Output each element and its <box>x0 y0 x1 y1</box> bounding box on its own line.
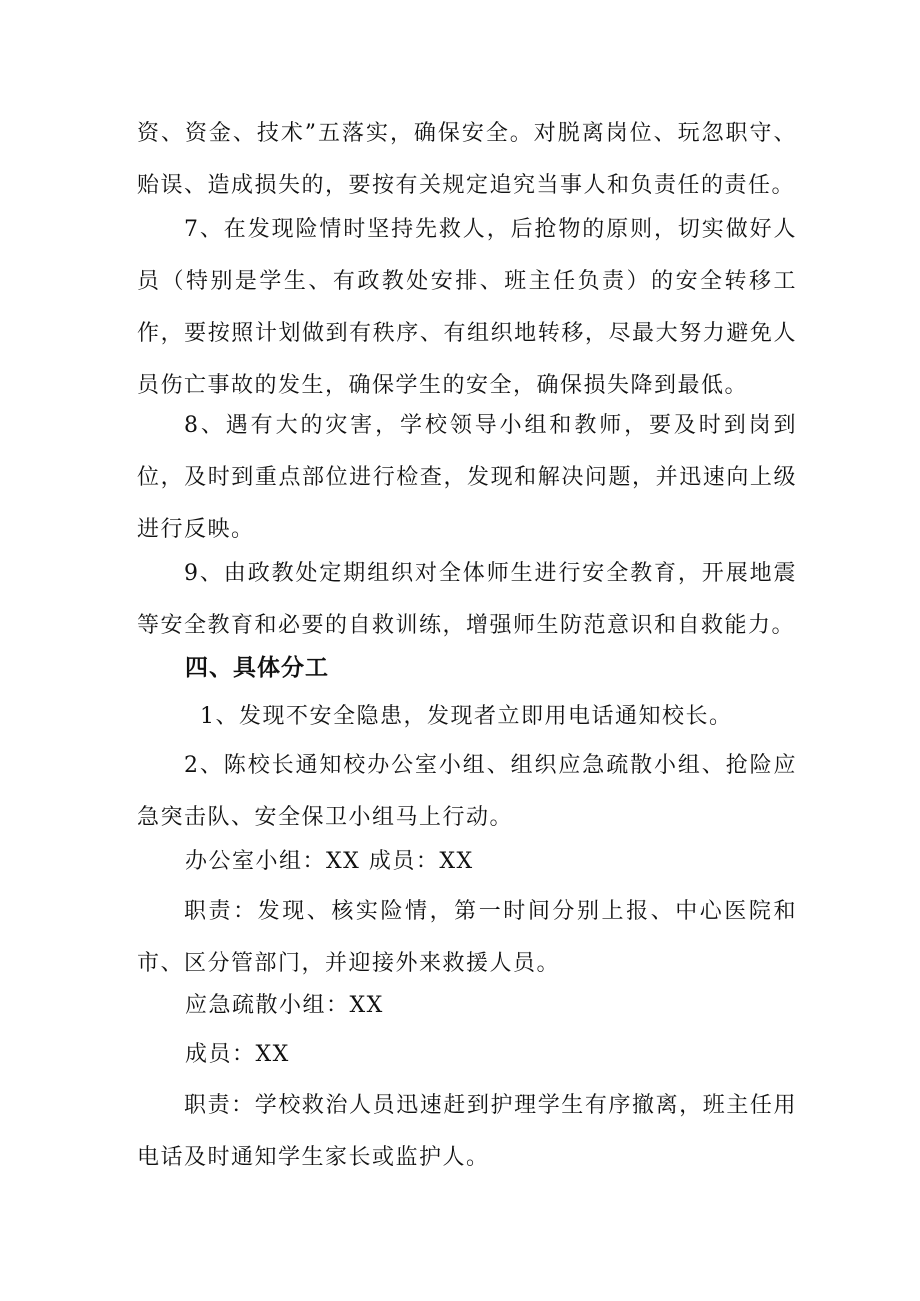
office-duty-paragraph: 职责：发现、核实险情，第一时间分别上报、中心医院和市、区分管部门，并迎接外来救援人员。 <box>137 899 797 976</box>
list-item-1: 1、发现不安全隐患，发现者立即用电话通知校长。 <box>200 704 733 729</box>
paragraph-item-9: 9、由政教处定期组织对全体师生进行安全教育，开展地震等安全教育和必要的自救训练，增强师生防范意识和自救能力。 <box>137 561 797 638</box>
paragraph-continuation: 资、资金、技术”五落实，确保安全。对脱离岗位、玩忽职守、贻误、造成损失的，要按有关规定追究当事人和负责任的责任。 <box>137 121 797 198</box>
evacuation-duty-paragraph: 职责：学校救治人员迅速赶到护理学生有序撤离，班主任用电话及时通知学生家长或监护人。 <box>137 1093 797 1170</box>
evacuation-members-line: 成员：XX <box>185 1042 290 1067</box>
office-group-line: 办公室小组：XX 成员：XX <box>185 849 474 874</box>
section-heading: 四、具体分工 <box>185 655 329 681</box>
paragraph-item-8: 8、遇有大的灾害，学校领导小组和教师，要及时到岗到位，及时到重点部位进行检查，发现和解决问题，并迅速向上级进行反映。 <box>137 413 797 542</box>
evacuation-group-line: 应急疏散小组：XX <box>185 993 384 1018</box>
paragraph-item-7: 7、在发现险情时坚持先救人，后抢物的原则，切实做好人员（特别是学生、有政教处安排、班主任负责）的安全转移工作，要按照计划做到有秩序、有组织地转移，尽最大努力避免人员伤亡事故的发生，确保学生的安全，确保损失降到最低。 <box>137 217 797 398</box>
list-item-2: 2、陈校长通知校办公室小组、组织应急疏散小组、抢险应急突击队、安全保卫小组马上行动。 <box>137 753 797 830</box>
